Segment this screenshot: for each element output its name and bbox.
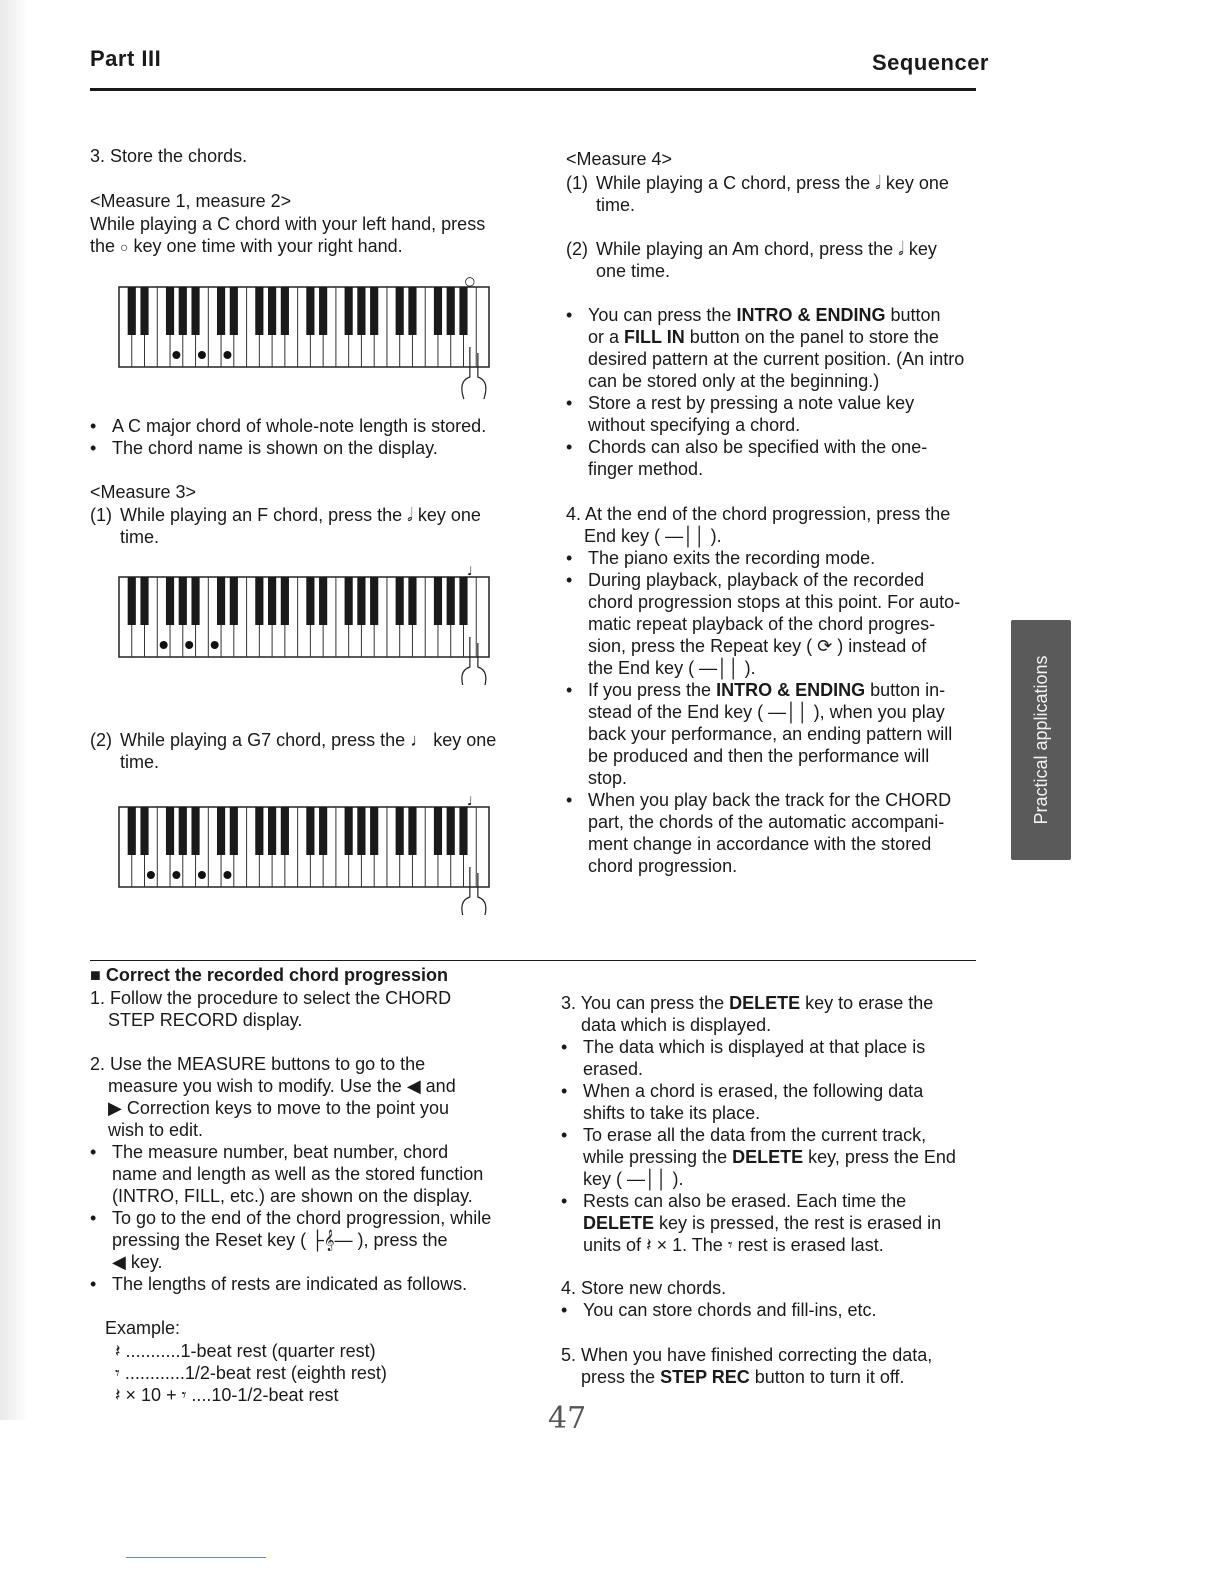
quarter-rest-icon: 𝄽: [646, 1235, 652, 1255]
pressed-key-dot: [211, 641, 219, 649]
black-key: [459, 807, 467, 855]
bottom-link-line: [126, 1557, 266, 1558]
pressed-key-dot: [147, 871, 155, 879]
black-key: [268, 577, 276, 625]
black-key: [128, 807, 136, 855]
eighth-rest-icon: 𝄾: [181, 1385, 187, 1405]
black-key: [140, 807, 148, 855]
bullet-intro-fill: • You can press the INTRO & ENDING button or a FILL IN button on the panel to store the desired pattern at the current position. (An intro can be stored only at the beginning.): [566, 305, 965, 391]
bullet-store-rest: • Store a rest by pressing a note value key without specifying a chord.: [566, 393, 915, 435]
whole-note-icon: ○: [120, 239, 129, 255]
black-key: [447, 287, 455, 335]
correct-step-5: 5. When you have finished correcting the data, press the STEP REC button to turn it off.: [561, 1345, 933, 1387]
correct-bullet-reset: • To go to the end of the chord progression, while pressing the Reset key ( ├𝄞— ), press the ◀ key.: [90, 1208, 492, 1272]
measure-1-2-heading: <Measure 1, measure 2>: [90, 191, 292, 211]
black-key: [306, 287, 314, 335]
reset-key-icon: ├𝄞—: [311, 1230, 353, 1250]
quarter-rest-icon: 𝄽: [115, 1341, 121, 1361]
black-key: [345, 577, 353, 625]
right-arrow-icon: ▶: [108, 1098, 122, 1118]
bullet-chord-name: • The chord name is shown on the display.: [90, 438, 438, 458]
correct-bullet-display: • The measure number, beat number, chord name and length as well as the stored function (INTRO, FILL, etc.) are shown on the display.: [90, 1142, 484, 1206]
measure-4-step-1: (1) While playing a C chord, press the 𝅗𝅥 key one time.: [566, 173, 949, 215]
black-key: [179, 577, 187, 625]
step-4-end: 4. At the end of the chord progression, press the End key ( —││ ).: [566, 504, 951, 546]
black-key: [166, 807, 174, 855]
black-key: [217, 287, 225, 335]
black-key: [408, 807, 416, 855]
black-key: [408, 287, 416, 335]
correct-step-3: 3. You can press the DELETE key to erase the data which is displayed.: [561, 993, 934, 1035]
black-key: [357, 287, 365, 335]
black-key: [345, 807, 353, 855]
bullet-ending-pattern: • If you press the INTRO & ENDING button in- stead of the End key ( —││ ), when you play back your performance, an ending pattern will be produced and then the performance will stop.: [566, 680, 953, 788]
note-marker-icon: ○: [464, 275, 476, 288]
measure-1-2-text-2: the ○ key one time with your right hand.: [90, 236, 403, 256]
black-key: [396, 287, 404, 335]
keyboard-illustration-1: [115, 275, 495, 400]
end-key-icon: —││: [665, 526, 706, 546]
header-rule: [90, 88, 976, 91]
pressed-key-dot: [160, 641, 168, 649]
black-key: [447, 577, 455, 625]
black-key: [357, 577, 365, 625]
part-label: Part III: [90, 46, 162, 71]
black-key: [370, 807, 378, 855]
black-key: [447, 807, 455, 855]
bullet-chord-part: • When you play back the track for the CHORD part, the chords of the automatic accompani- ment change in accordance with the stored chord progression.: [566, 790, 952, 876]
correct-bullet-rests: • The lengths of rests are indicated as follows.: [90, 1274, 468, 1294]
step-3: 3. Store the chords.: [90, 146, 248, 166]
black-key: [191, 287, 199, 335]
black-key: [191, 807, 199, 855]
pressed-key-dot: [223, 351, 231, 359]
black-key: [166, 577, 174, 625]
pressed-key-dot: [172, 871, 180, 879]
end-key-icon: —││: [699, 658, 740, 678]
example-eighth-rest: 𝄾 ............1/2-beat rest (eighth rest): [115, 1363, 387, 1383]
bullet-one-finger: • Chords can also be specified with the one- finger method.: [566, 437, 928, 479]
measure-1-2-text: While playing a C chord with your left hand, press: [90, 214, 486, 234]
black-key: [255, 287, 263, 335]
keyboard-illustration-3: [115, 795, 495, 915]
correct-step-4: 4. Store new chords.: [561, 1278, 727, 1298]
example-quarter-rest: 𝄽 ...........1-beat rest (quarter rest): [115, 1341, 376, 1361]
black-key: [179, 287, 187, 335]
black-key: [281, 287, 289, 335]
black-key: [166, 287, 174, 335]
pressed-key-dot: [198, 351, 206, 359]
black-key: [255, 577, 263, 625]
black-key: [396, 577, 404, 625]
example-combined-rest: 𝄽 × 10 + 𝄾 ....10-1/2-beat rest: [115, 1385, 339, 1405]
correct-step-2: 2. Use the MEASURE buttons to go to the measure you wish to modify. Use the ◀ and ▶ Correction keys to move to the point you wish to edit.: [90, 1054, 456, 1140]
side-tab: Practical applications: [1011, 620, 1071, 860]
quarter-rest-icon: 𝄽: [115, 1385, 121, 1405]
black-key: [128, 287, 136, 335]
half-note-icon: 𝅗𝅥: [407, 505, 413, 525]
black-key: [408, 577, 416, 625]
measure-3-step-2: (2) While playing a G7 chord, press the ♩ key one time.: [90, 730, 497, 772]
black-key: [319, 807, 327, 855]
page-number: 47: [548, 1401, 587, 1436]
black-key: [128, 577, 136, 625]
black-key: [230, 577, 238, 625]
black-key: [319, 577, 327, 625]
correct-step-1: 1. Follow the procedure to select the CHORD STEP RECORD display.: [90, 988, 452, 1030]
black-key: [370, 287, 378, 335]
black-key: [345, 287, 353, 335]
black-key: [434, 287, 442, 335]
half-note-icon: 𝅗𝅥: [898, 239, 904, 259]
bullet-exit-recording: • The piano exits the recording mode.: [566, 548, 876, 568]
measure-3-step-1: (1) While playing an F chord, press the 𝅗𝅥 key one time.: [90, 505, 481, 547]
black-key: [191, 577, 199, 625]
keyboard-illustration-2: [115, 565, 495, 685]
section-label: Sequencer: [872, 50, 989, 75]
black-key: [217, 577, 225, 625]
black-key: [268, 287, 276, 335]
black-key: [370, 577, 378, 625]
measure-4-heading: <Measure 4>: [566, 149, 673, 169]
black-key: [396, 807, 404, 855]
example-label: Example:: [105, 1318, 181, 1338]
eighth-rest-icon: 𝄾: [115, 1363, 120, 1383]
page-edge-shadow: [0, 0, 28, 1420]
note-marker-icon: ♩: [467, 795, 473, 808]
black-key: [306, 577, 314, 625]
black-key: [434, 577, 442, 625]
black-key: [281, 807, 289, 855]
pressed-key-dot: [198, 871, 206, 879]
end-key-icon: —││: [768, 702, 809, 722]
black-key: [217, 807, 225, 855]
right-bullet-rests-erased: • Rests can also be erased. Each time the DELETE key is pressed, the rest is erased in units of 𝄽 × 1. The 𝄾 rest is erased last.: [561, 1191, 942, 1255]
note-marker-icon: ♩: [467, 565, 473, 578]
measure-3-heading: <Measure 3>: [90, 482, 197, 502]
pressed-key-dot: [185, 641, 193, 649]
half-note-icon: 𝅗𝅥: [875, 173, 881, 193]
black-key: [459, 287, 467, 335]
black-key: [230, 807, 238, 855]
pressed-key-dot: [172, 351, 180, 359]
black-key: [140, 287, 148, 335]
right-bullet-erase-all: • To erase all the data from the current track, while pressing the DELETE key, press the End key ( —││ ).: [561, 1125, 956, 1189]
keyboard-outline: [119, 577, 489, 657]
eighth-rest-icon: 𝄾: [727, 1235, 733, 1255]
black-key: [255, 807, 263, 855]
square-bullet-icon: ■: [90, 965, 101, 985]
right-bullet-erased: • The data which is displayed at that place is erased.: [561, 1037, 926, 1079]
bullet-chord-stored: • A C major chord of whole-note length is stored.: [90, 416, 487, 436]
black-key: [140, 577, 148, 625]
black-key: [281, 577, 289, 625]
left-arrow-icon: ◀: [112, 1252, 126, 1272]
left-arrow-icon: ◀: [406, 1076, 421, 1096]
black-key: [434, 807, 442, 855]
black-key: [306, 807, 314, 855]
right-bullet-store-new: • You can store chords and fill-ins, etc.: [561, 1300, 877, 1320]
right-bullet-shift: • When a chord is erased, the following data shifts to take its place.: [561, 1081, 924, 1123]
black-key: [179, 807, 187, 855]
black-key: [459, 577, 467, 625]
black-key: [319, 287, 327, 335]
quarter-note-icon: ♩: [410, 730, 429, 750]
repeat-key-icon: ⟳: [817, 636, 833, 656]
section-heading: ■ Correct the recorded chord progression: [90, 965, 448, 985]
bullet-playback-stops: • During playback, playback of the recorded chord progression stops at this point. For auto- matic repeat playback of the chord progres- sion, press the Repeat key ( ⟳ ) instead of the End key ( —││ ).: [566, 570, 961, 678]
black-key: [230, 287, 238, 335]
pressed-key-dot: [223, 871, 231, 879]
section-rule: [90, 960, 976, 961]
black-key: [357, 807, 365, 855]
end-key-icon: —││: [627, 1169, 668, 1189]
measure-4-step-2: (2) While playing an Am chord, press the 𝅗𝅥 key one time.: [566, 239, 937, 281]
black-key: [268, 807, 276, 855]
